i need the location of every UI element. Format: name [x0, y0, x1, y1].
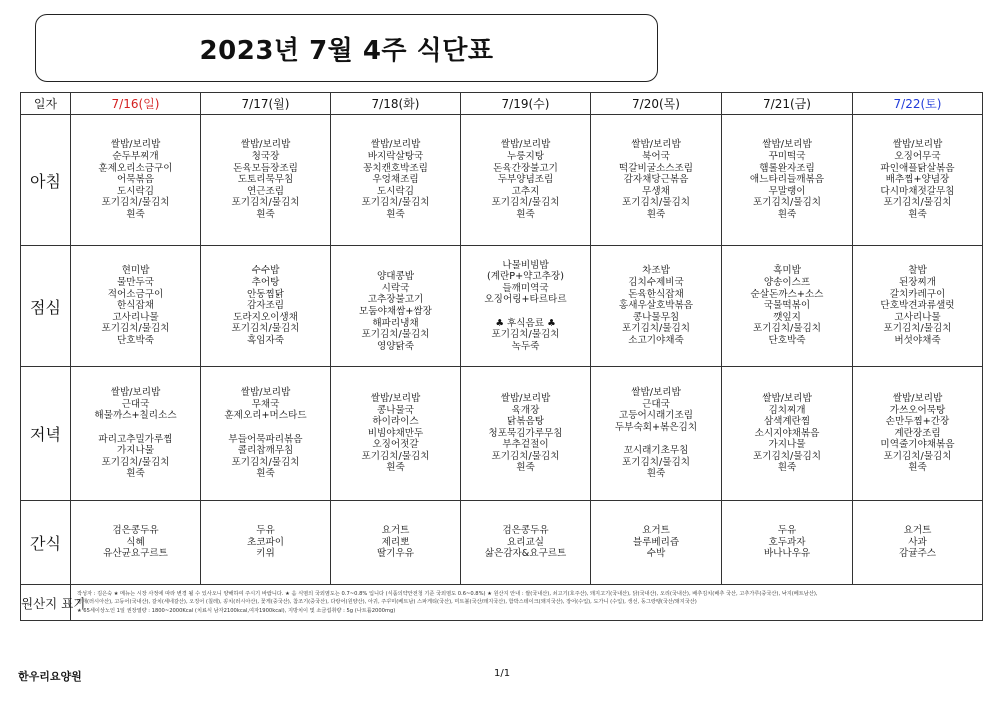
menu-item: 한식잡채: [116, 300, 155, 312]
menu-item: 키위: [256, 548, 275, 560]
menu-item: 두부숙회+볶은김치: [614, 421, 698, 433]
menu-item: 흰죽: [386, 208, 405, 220]
meal-label: 저녁: [21, 367, 71, 501]
menu-item: 단호박죽: [116, 334, 155, 346]
meal-cell: [201, 367, 331, 501]
menu-item: 오징어무국: [894, 151, 941, 163]
menu-item: 꼬시래기초무침: [623, 445, 689, 457]
menu-item: 쌀밥/보리밥: [240, 139, 291, 151]
date-header: 7/17(월): [201, 93, 331, 115]
meal-cell: [722, 367, 853, 501]
menu-items: [203, 525, 328, 560]
menu-item: 고사리나물: [112, 311, 159, 323]
menu-item: 양송이스프: [763, 277, 811, 289]
menu-item: 돈육간장불고기: [493, 162, 558, 174]
menu-item: 버섯야채죽: [894, 334, 941, 346]
menu-items: [593, 525, 719, 560]
menu-item: 가지나물: [768, 439, 806, 451]
menu-item: 계란장조림: [894, 427, 941, 439]
menu-item: 우엉채조림: [372, 174, 419, 186]
menu-items: [333, 139, 458, 220]
menu-item: 해파리냉채: [372, 317, 419, 329]
date-header: 7/22(토): [853, 93, 983, 115]
date-header: 7/21(금): [722, 93, 853, 115]
meal-cell: [853, 115, 983, 246]
menu-item: 흰죽: [908, 462, 927, 474]
menu-item: 쌀밥/보리밥: [892, 139, 943, 151]
menu-items: [724, 393, 850, 474]
menu-items: [593, 387, 719, 480]
menu-item: 포기김치/물김치: [101, 323, 170, 335]
menu-item: 단호박견과류샐럿: [880, 300, 955, 312]
origin-notes: [71, 585, 983, 621]
origin-row: [21, 585, 983, 621]
menu-item: 포기김치/물김치: [491, 197, 560, 209]
menu-item: 모둠야채쌈+쌈장: [359, 306, 432, 317]
meal-cell: [331, 246, 461, 367]
menu-item: 도토리묵무침: [237, 174, 294, 186]
menu-item: 쌀밥/보리밥: [631, 139, 681, 151]
menu-item: 파인애플닭살볶음: [880, 162, 955, 174]
menu-item: 흑임자죽: [246, 334, 285, 346]
meal-cell: [331, 501, 461, 585]
menu-items: [593, 139, 719, 220]
menu-item: 쌀밥/보리밥: [240, 387, 291, 399]
date-header: 7/19(수): [461, 93, 591, 115]
menu-item: 청포묵김가루무침: [488, 427, 563, 439]
meal-cell: [591, 501, 722, 585]
menu-items: [203, 265, 328, 346]
title-box: [35, 14, 658, 82]
menu-item: 소고기야채죽: [628, 334, 684, 346]
menu-item: 포기김치/물김치: [231, 323, 300, 335]
menu-item: 흰죽: [386, 462, 405, 474]
menu-item: 포기김치/물김치: [101, 197, 170, 209]
menu-item: 흰죽: [256, 208, 275, 220]
menu-item: 차조밥: [642, 265, 670, 277]
menu-item: 다시마채젓갈무침: [880, 185, 955, 197]
menu-item: 수박: [646, 548, 666, 560]
menu-item: 포기김치/물김치: [361, 329, 430, 341]
menu-item: 배추찜+양념장: [885, 174, 950, 186]
menu-item: 유산균요구르트: [103, 548, 168, 560]
menu-item: 영양닭죽: [376, 340, 415, 352]
menu-item: 부추겉절이: [502, 439, 549, 451]
menu-item: 청국장: [251, 151, 280, 163]
menu-item: 쌀밥/보리밥: [370, 139, 421, 151]
menu-item: 감귤주스: [898, 548, 937, 560]
menu-item: 양대콩밥: [376, 271, 415, 283]
menu-item: 무생채: [642, 185, 670, 197]
menu-item: 포기김치/물김치: [491, 329, 560, 341]
menu-items: [593, 265, 719, 346]
menu-item: 쌀밥/보리밥: [762, 392, 812, 404]
meal-cell: [71, 501, 201, 585]
meal-cell: [853, 501, 983, 585]
menu-item: 포기김치/물김치: [752, 197, 822, 209]
menu-item: 포기김치/물김치: [883, 323, 952, 335]
menu-item: 근대국: [121, 398, 150, 410]
menu-item: 바나나우유: [763, 548, 811, 560]
menu-item: 포기김치/물김치: [101, 456, 170, 468]
menu-item: 근대국: [642, 398, 670, 410]
menu-item: 포기김치/물김치: [361, 450, 430, 462]
menu-item: 쌀밥/보리밥: [631, 387, 681, 399]
menu-item: 포기김치/물김치: [621, 456, 691, 468]
menu-item: 추어탕: [251, 277, 280, 289]
menu-item: 흰죽: [256, 468, 275, 480]
menu-item: 도라지오이생채: [233, 311, 298, 323]
menu-item: 단호박죽: [768, 334, 806, 346]
menu-item: 블루베리즙: [632, 536, 680, 548]
menu-item: 쌀밥/보리밥: [500, 139, 551, 151]
menu-item: 오징어링+타르타르: [484, 294, 567, 306]
origin-note-line: 명태(러시아산), 고등어(국내산), 갈치(세네갈산), 오징어 (칠레), 꽁치(러시아산), 꽃게(중국산), 참조기(중국산), 다랑어(원양산), 아귀, 주꾸미(베트남) 스파게티(국산), 미트볼(국산/돼지국산), 함박스테이크(돼지국산), 장어(수입), 도가니 (수입), 생선, 동그랑땡(국산/돼지국산): [77, 599, 697, 606]
menu-item: 포기김치/물김치: [621, 197, 691, 209]
menu-item: 포기김치/물김치: [231, 197, 300, 209]
menu-item: 갈치카레구이: [889, 288, 946, 300]
menu-item: 흑미밥: [773, 265, 801, 277]
menu-item: 쌀밥/보리밥: [892, 392, 943, 404]
menu-item: 포기김치/물김치: [361, 197, 430, 209]
menu-items: [855, 393, 980, 474]
menu-item: 훈제오리+머스타드: [224, 410, 307, 422]
meal-cell: [71, 115, 201, 246]
meal-cell: [591, 115, 722, 246]
date-header-label: 일자: [21, 93, 71, 115]
menu-item: 고추지: [511, 185, 540, 197]
menu-item: 포기김치/물김치: [491, 450, 560, 462]
meal-label: 아침: [21, 115, 71, 246]
menu-item: 떡갈비굴소스조림: [618, 162, 694, 174]
menu-item: 꽁치캔호박조림: [363, 162, 428, 174]
menu-item: 요거트: [903, 525, 932, 537]
menu-item: 포기김치/물김치: [883, 450, 952, 462]
menu-item: 하이라이스: [372, 416, 419, 428]
menu-item: 누룽지탕: [506, 151, 545, 163]
menu-item: 가쓰오어묵탕: [889, 404, 946, 416]
menu-item: 녹두죽: [511, 340, 540, 352]
menu-item: 김치찌개: [768, 404, 806, 416]
menu-item: 된장찌개: [898, 277, 937, 289]
meal-label: 간식: [21, 501, 71, 585]
menu-item: 쌀밥/보리밥: [500, 392, 551, 404]
breakfast-row: [21, 115, 983, 246]
menu-items: [73, 139, 198, 220]
menu-item: 순살돈까스+소스: [750, 288, 824, 300]
menu-items: [463, 393, 588, 474]
menu-item: 시락국: [381, 282, 410, 294]
menu-item: 안동찜닭: [246, 288, 285, 300]
menu-item: 두부양념조림: [497, 174, 554, 186]
menu-item: 적어소금구이: [107, 288, 164, 300]
menu-item: 북어국: [642, 151, 670, 163]
menu-item: 육개장: [511, 404, 540, 416]
menu-items: [333, 393, 458, 474]
menu-item: 포기김치/물김치: [752, 323, 822, 335]
menu-item: 수수밥: [251, 265, 280, 277]
menu-item: 포기김치/물김치: [231, 456, 300, 468]
menu-item: 현미밥: [121, 265, 150, 277]
menu-items: [463, 139, 588, 220]
menu-item: 쌀밥/보리밥: [110, 139, 161, 151]
menu-item: 고등어시래기조림: [618, 410, 694, 422]
menu-item: 소시지야채볶음: [754, 427, 820, 439]
menu-item: 홍새우살호박볶음: [618, 300, 694, 312]
menu-item: 김치수제비국: [628, 277, 684, 289]
menu-items: [73, 387, 198, 480]
menu-item: 무채국: [251, 398, 280, 410]
menu-item: 오징어젓갈: [372, 439, 419, 451]
meal-cell: [722, 501, 853, 585]
menu-item: 들깨미역국: [502, 282, 549, 294]
menu-item: 흰죽: [126, 468, 145, 480]
page-title: 2023년 7월 4주 식단표: [199, 35, 494, 66]
menu-item: 해물까스+칠리소스: [94, 410, 177, 422]
lunch-row: [21, 246, 983, 367]
menu-item: 돈육한식잡채: [628, 288, 684, 300]
meal-cell: [71, 246, 201, 367]
menu-items: [73, 525, 198, 560]
meal-cell: [201, 501, 331, 585]
menu-item: 흰죽: [777, 462, 797, 474]
menu-item: 나물비빔밥: [502, 259, 549, 271]
menu-item: 감자조림: [246, 300, 285, 312]
menu-item: 식혜: [126, 536, 145, 548]
menu-items: [333, 260, 458, 353]
menu-item: 도시락김: [116, 185, 155, 197]
menu-items: [73, 265, 198, 346]
menu-item: 제리뽀: [381, 536, 410, 548]
menu-item: 순두부찌개: [112, 151, 159, 163]
menu-items: [855, 265, 980, 346]
meal-cell: [853, 367, 983, 501]
organization-name: 한우리요양원: [18, 670, 82, 683]
menu-item: 국물떡볶이: [763, 300, 811, 312]
menu-item: 감자채당근볶음: [623, 174, 689, 186]
menu-item: 두유: [777, 525, 797, 537]
menu-item: 호두과자: [768, 536, 806, 548]
menu-item: 삶은감자&요구르트: [484, 548, 567, 560]
menu-item: 어묵볶음: [116, 174, 155, 186]
origin-label: 원산지 표기: [21, 585, 71, 621]
menu-item: 요거트: [381, 525, 410, 537]
menu-item: 초코파이: [246, 536, 285, 548]
origin-note-line: ★ 65세이상노인 1일 권장열량 : 1800~2000Kcal (치료식 남자2100kcal,여자1900kcal), 지방치이 및 소금섭취량 : 5g (나트륨2000mg): [77, 607, 396, 614]
menu-item: 검은콩두유: [112, 525, 159, 537]
meal-cell: [201, 115, 331, 246]
menu-item: 손만두찜+간장: [885, 416, 950, 428]
meal-cell: [331, 367, 461, 501]
menu-item: 흰죽: [777, 208, 797, 220]
menu-item: 두유: [256, 525, 275, 537]
menu-items: [203, 387, 328, 480]
meal-cell: [591, 367, 722, 501]
menu-item: 흰죽: [126, 208, 145, 220]
meal-cell: [461, 501, 591, 585]
menu-items: [724, 139, 850, 220]
menu-item: 포기김치/물김치: [621, 323, 691, 335]
menu-item: 파리고추밀가루찜: [98, 433, 173, 445]
menu-item: 무말랭이: [768, 185, 806, 197]
menu-items: [463, 260, 588, 353]
menu-item: 도시락김: [376, 185, 415, 197]
menu-item: 쌀밥/보리밥: [370, 392, 421, 404]
menu-items: [855, 525, 980, 560]
meal-cell: [461, 367, 591, 501]
menu-item: 애느타리들깨볶음: [749, 174, 825, 186]
menu-item: 요거트: [642, 525, 670, 537]
menu-items: [724, 265, 850, 346]
menu-item: 콩나물국: [376, 404, 415, 416]
menu-item: 흰죽: [908, 208, 927, 220]
menu-item: 가지나물: [116, 445, 155, 457]
menu-item: 콜리찹깨무침: [237, 445, 294, 457]
menu-item: 흰죽: [516, 208, 535, 220]
menu-items: [855, 139, 980, 220]
menu-items: [333, 525, 458, 560]
menu-items: [203, 139, 328, 220]
meal-cell: [722, 246, 853, 367]
menu-item: 햄롤완자조림: [759, 162, 815, 174]
menu-item: 물만두국: [116, 277, 155, 289]
menu-items: [724, 525, 850, 560]
menu-item: 훈제오리소금구이: [98, 162, 173, 174]
page-number: 1/1: [494, 668, 511, 679]
meal-cell: [201, 246, 331, 367]
menu-item: 포기김치/물김치: [752, 450, 822, 462]
menu-item: 쌀밥/보리밥: [762, 139, 812, 151]
menu-item: 검은콩두유: [502, 525, 549, 537]
date-header: 7/16(일): [71, 93, 201, 115]
menu-item: 흰죽: [646, 208, 666, 220]
menu-item: 연근조림: [246, 185, 285, 197]
menu-items: [463, 525, 588, 560]
menu-item: 찰밥: [908, 265, 927, 277]
menu-item: (계란P+약고추장): [487, 271, 564, 283]
dinner-row: [21, 367, 983, 501]
menu-item: 깻잎지: [773, 311, 801, 323]
menu-item: 고추장불고기: [367, 294, 424, 306]
menu-item: 비빔야채만두: [367, 427, 424, 439]
menu-item: 요리교실: [506, 536, 545, 548]
menu-item: 고사리나물: [894, 311, 941, 323]
menu-item: 흰죽: [646, 468, 666, 480]
header-row: [21, 93, 983, 115]
meal-cell: [722, 115, 853, 246]
menu-table: [20, 92, 983, 621]
menu-item: 쌀밥/보리밥: [110, 387, 161, 399]
meal-label: 점심: [21, 246, 71, 367]
menu-item: 바지락살탕국: [367, 151, 424, 163]
menu-item: 흰죽: [516, 462, 535, 474]
menu-item: 삼색계란찜: [763, 416, 811, 428]
menu-item: 사과: [908, 536, 927, 548]
date-header: 7/20(목): [591, 93, 722, 115]
menu-item: 딸기우유: [376, 548, 415, 560]
menu-item: 콩나물무침: [632, 311, 680, 323]
meal-cell: [853, 246, 983, 367]
meal-cell: [591, 246, 722, 367]
menu-item: ♣ 후식음료 ♣: [495, 317, 556, 329]
meal-cell: [71, 367, 201, 501]
meal-cell: [331, 115, 461, 246]
menu-item: 부들어묵파리볶음: [228, 433, 303, 445]
menu-item: 닭볶음탕: [506, 416, 545, 428]
date-header: 7/18(화): [331, 93, 461, 115]
menu-item: 미역줄기야채볶음: [880, 439, 955, 451]
snack-row: [21, 501, 983, 585]
menu-item: 꾸미떡국: [768, 151, 806, 163]
meal-cell: [461, 246, 591, 367]
menu-item: 돈육모듬장조림: [233, 162, 298, 174]
origin-note-line: 작성자 : 김은숙 ★ 메뉴는 시장 사정에 따라 변경 될 수 있사오니 양해하여 주시기 바랍니다. ★ 음 식염의 국외염도는 0.7~0.8% 입니다 (식품의약안전청 기준 국외염도 0.6~0.8%) ★ 원산지 안내 : 쌀(국내산), 쇠고기(호주산), 돼지고기(국내산), 닭(국내산), 오리(국내산), 배추김치(배추 국산, 고추가루(중국산), 낙지(베트남산),: [77, 590, 818, 597]
menu-item: 포기김치/물김치: [883, 197, 952, 209]
meal-cell: [461, 115, 591, 246]
